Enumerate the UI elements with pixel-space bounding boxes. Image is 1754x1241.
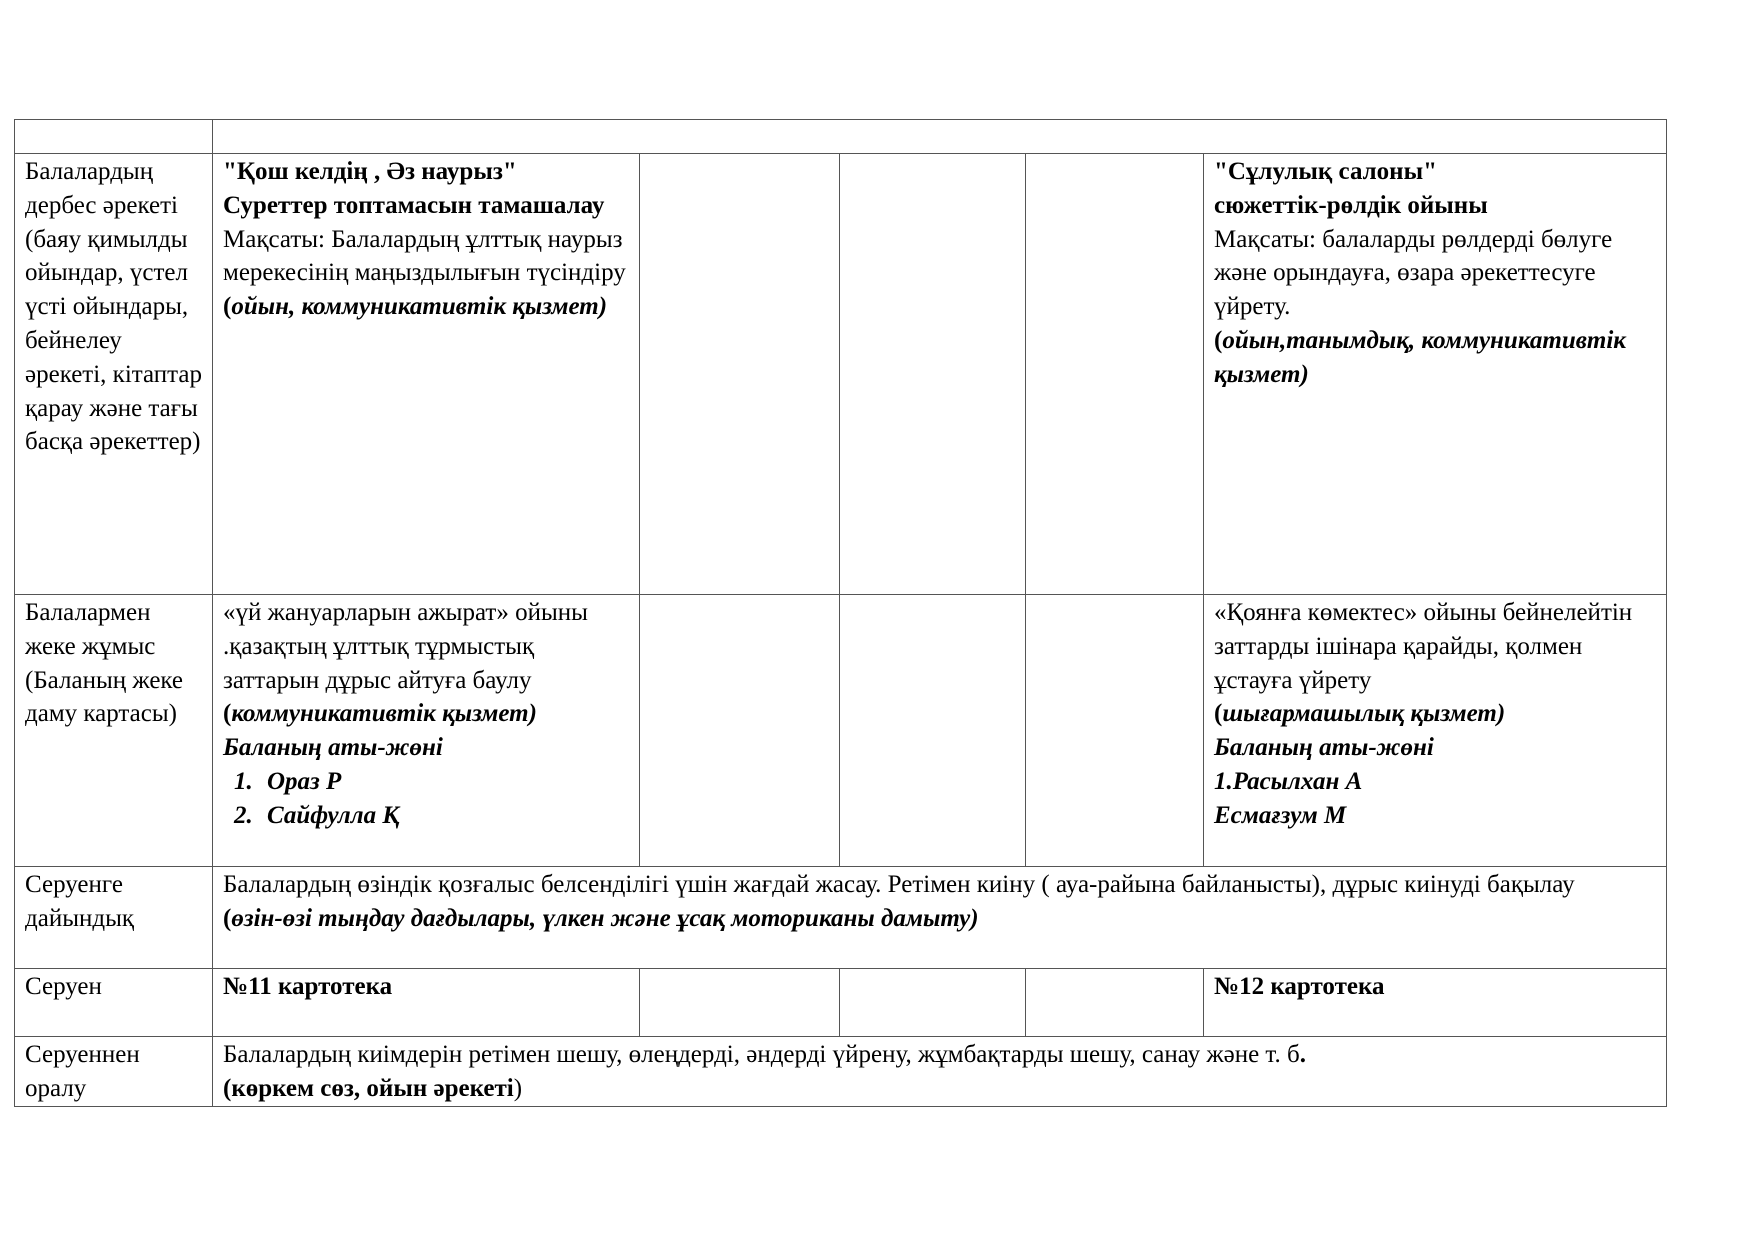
activity-type: шығармашылық қызмет) [1222,700,1506,728]
cell-walk-monday: №11 картотека [213,969,640,1037]
activity-type: ойын,танымдық, коммуникативтік қызмет) [1214,326,1626,388]
child-names-list [223,765,629,833]
child-names-label: Баланың аты-жөні [223,734,443,762]
activity-type: (көркем сөз, ойын әрекеті [223,1074,514,1102]
cell-individual-thursday [1026,595,1204,867]
goal-text: Мақсаты: Балалардың ұлттық наурыз мерекесінің маңыздылығын түсіндіру [223,225,626,287]
row-walk-preparation [15,867,1667,969]
header-cell-empty-label [15,120,213,154]
cell-walk-friday: №12 картотека [1204,969,1667,1037]
header-cell-empty-days [213,120,1667,154]
row-label-individual-work: Балалармен жеке жұмыс (Баланың жеке даму картасы) [15,595,213,867]
return-text-end: . [1299,1041,1306,1068]
cell-independent-friday [1204,154,1667,595]
table-header-row [15,120,1667,154]
row-walk [15,969,1667,1037]
cell-return-from-walk [213,1037,1667,1107]
child-name: Есмағзум М [1214,801,1347,829]
cell-walk-thursday [1026,969,1204,1037]
activity-type: коммуникативтік қызмет) [231,700,537,728]
daily-plan-table [14,119,1667,1107]
task-text: «үй жануарларын ажырат» ойыны .қазақтың ұлттық тұрмыстық заттарын дұрыс айтуға баулу [223,599,588,694]
cell-walk-tuesday [640,969,840,1037]
child-name: 2. Сайфулла Қ [259,799,629,833]
activity-paren: ( [223,904,232,932]
game-title: "Қош келдің , Әз наурыз" [223,158,517,185]
cell-walk-wednesday [840,969,1026,1037]
cell-independent-tuesday [640,154,840,595]
game-title: "Сұлулық салоны" [1214,158,1437,185]
row-label-return-from-walk: Серуеннен оралу [15,1037,213,1107]
cell-independent-thursday [1026,154,1204,595]
row-label-walk-preparation: Серуенге дайындық [15,867,213,969]
row-individual-work [15,595,1667,867]
task-text: «Қоянға көмектес» ойыны бейнелейтін заттарды ішінара қарайды, қолмен ұстауға үйрету [1214,599,1633,694]
row-independent-activity [15,154,1667,595]
goal-text: Мақсаты: балаларды рөлдерді бөлуге және орындауға, өзара әрекеттесуге үйрету. [1214,225,1613,321]
activity-paren: ( [1214,700,1223,728]
row-return-from-walk [15,1037,1667,1107]
cell-individual-friday [1204,595,1667,867]
child-names-label: Баланың аты-жөні [1214,734,1434,762]
row-label-independent-activity: Балалардың дербес әрекеті (баяу қимылды ойындар, үстел үсті ойындары, бейнелеу әрекеті, кітаптар қарау және тағы басқа әрекеттер) [15,154,213,595]
cell-independent-wednesday [840,154,1026,595]
cell-individual-wednesday [840,595,1026,867]
activity-paren: ( [223,293,232,321]
activity-paren-close: ) [513,1074,523,1102]
cell-individual-monday [213,595,640,867]
game-subtitle: сюжеттік-рөлдік ойыны [1214,191,1488,219]
return-text: Балалардың киімдерін ретімен шешу, өлеңдерді, әндерді үйрену, жұмбақтарды шешу, санау және т. б [223,1041,1300,1068]
cell-walk-preparation [213,867,1667,969]
cell-independent-monday [213,154,640,595]
walk-prep-text: Балалардың өзіндік қозғалыс белсенділігі үшін жағдай жасау. Ретімен киіну ( ауа-райына байланысты), дұрыс киінуді бақылау [223,871,1575,898]
child-name: 1. Ораз Р [259,765,629,799]
activity-type: ойын, коммуникативтік қызмет) [231,293,608,321]
row-label-walk: Серуен [15,969,213,1037]
activity-type: өзін-өзі тыңдау дағдылары, үлкен және ұсақ моториканы дамыту) [231,904,979,932]
activity-paren: ( [1214,326,1223,354]
activity-paren: ( [223,700,232,728]
child-name: 1.Расылхан А [1214,767,1363,795]
cell-individual-tuesday [640,595,840,867]
game-subtitle: Суреттер топтамасын тамашалау [223,191,605,219]
